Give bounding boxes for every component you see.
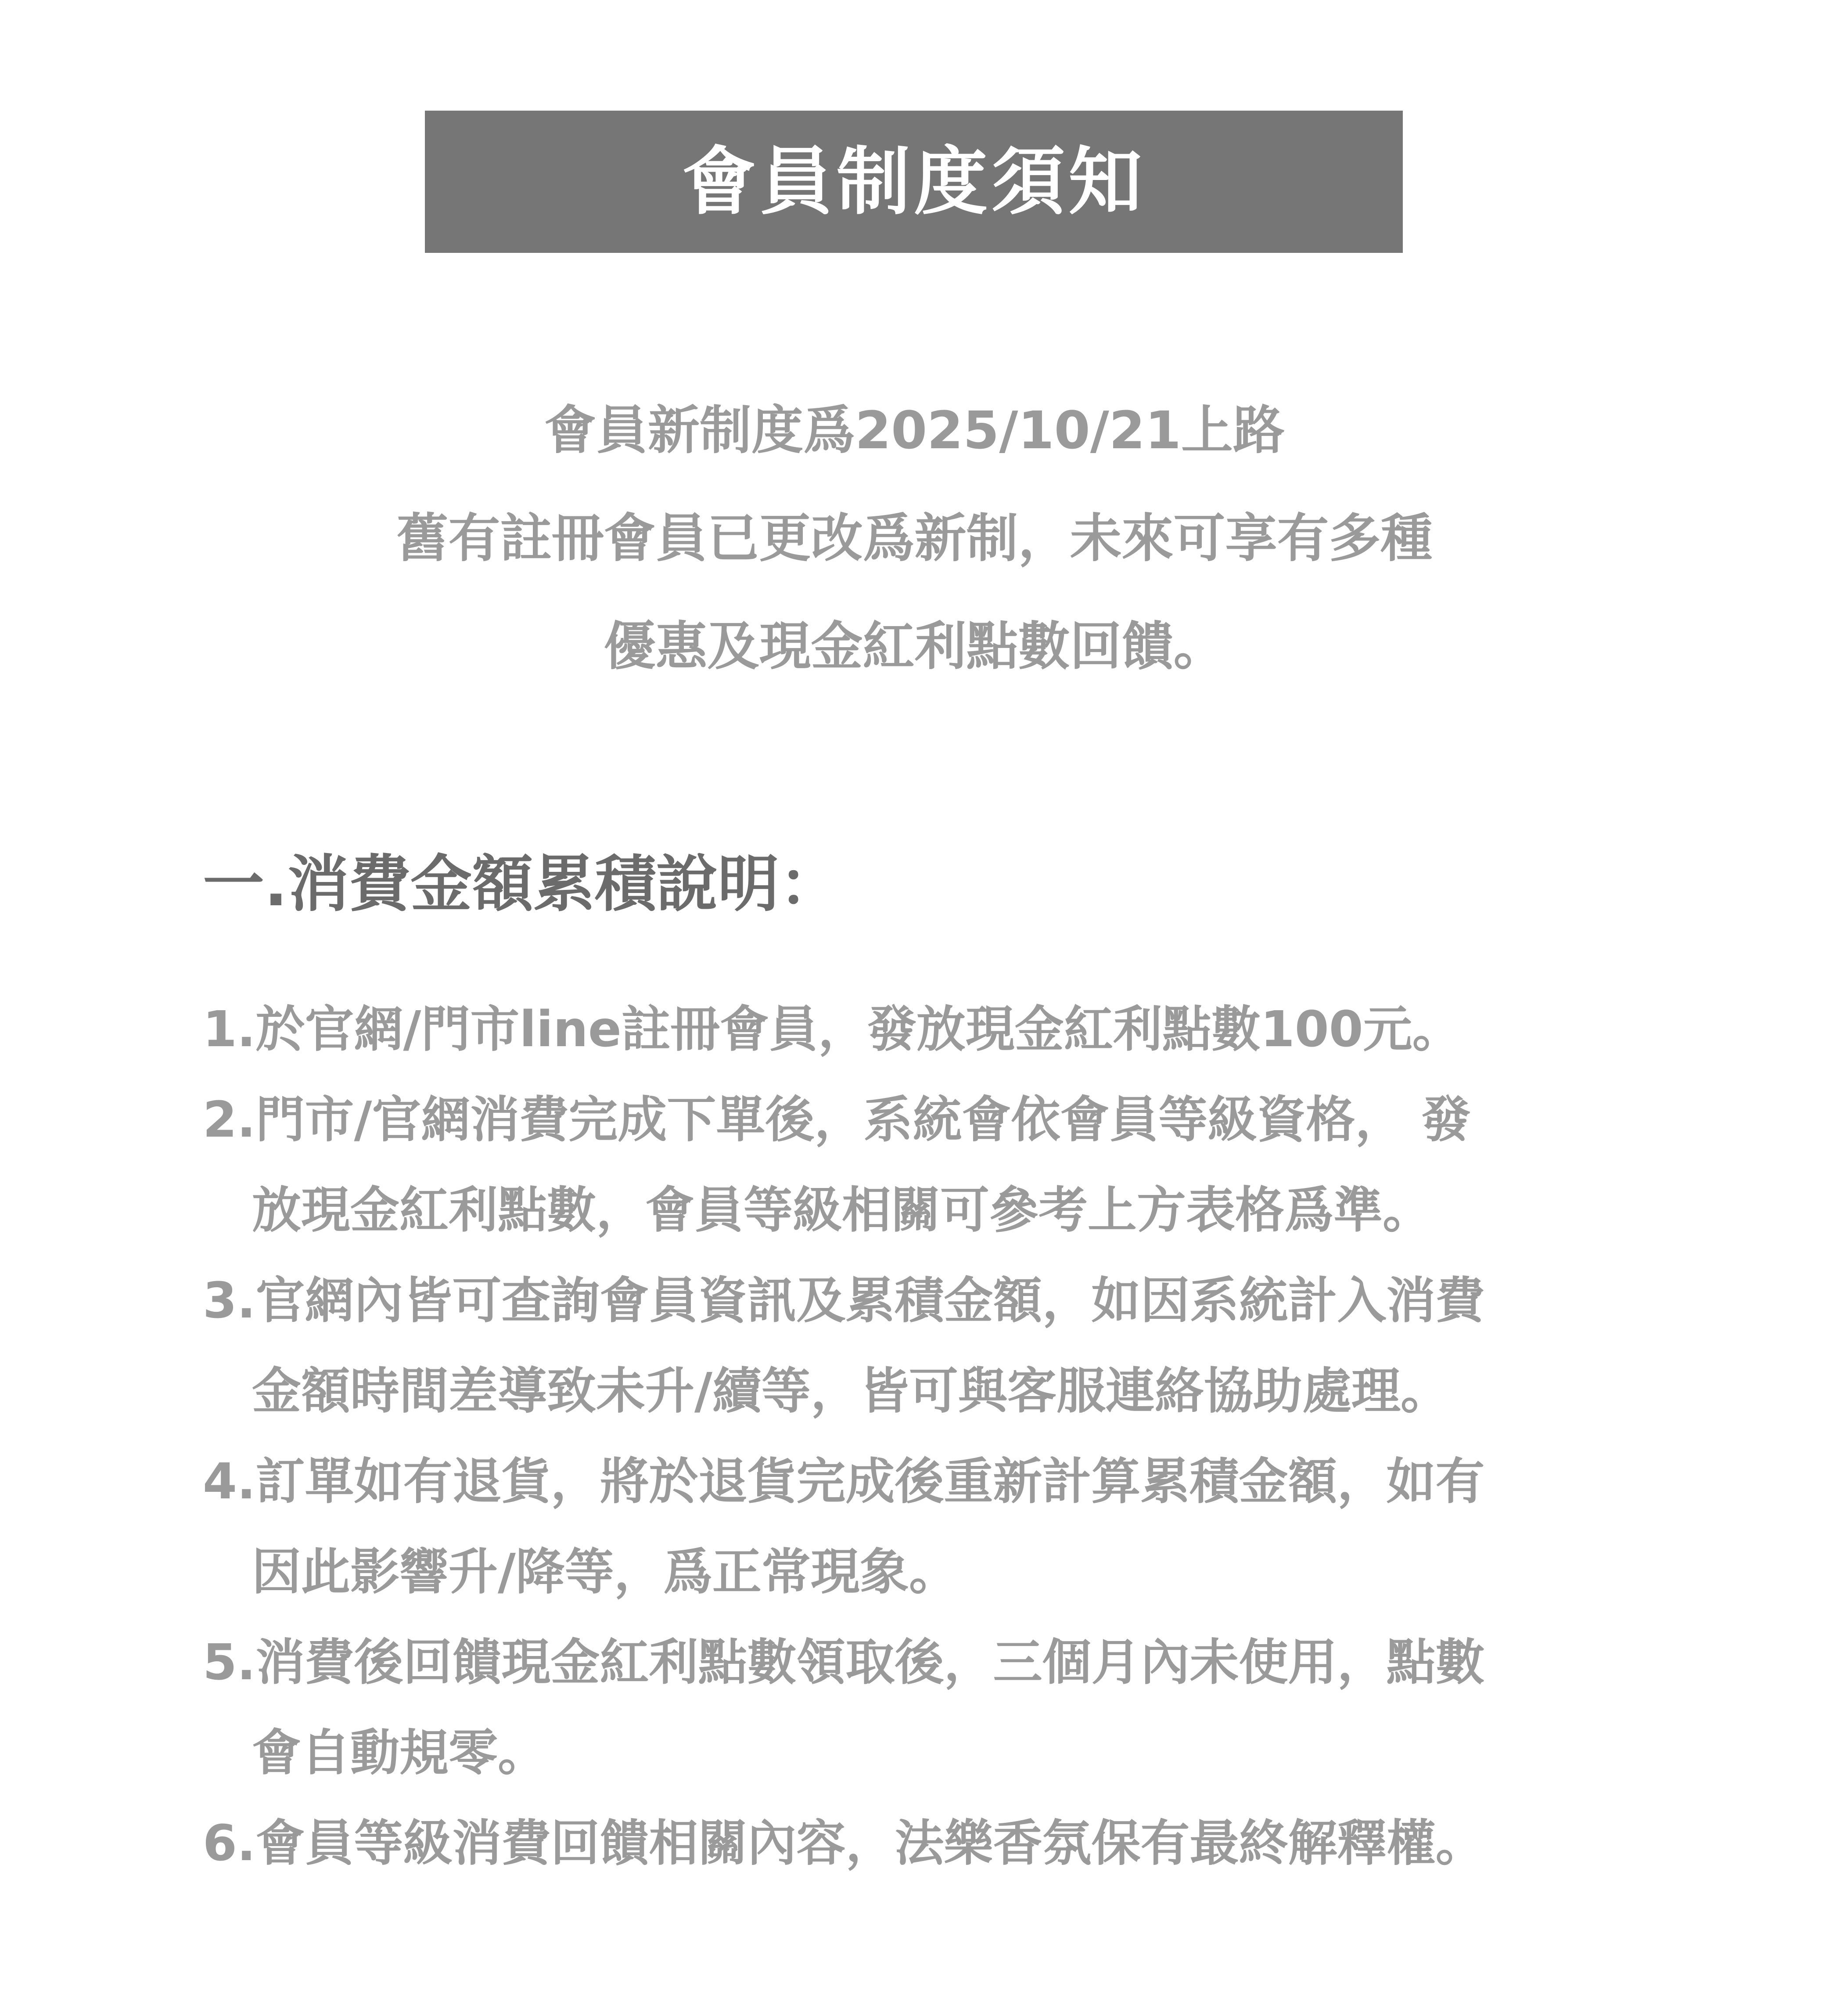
rule-line: 4.訂單如有退貨，將於退貨完成後重新計算累積金額，如有	[203, 1453, 1485, 1510]
rule-line: 會自動規零。	[252, 1724, 547, 1782]
title-banner	[425, 111, 1403, 253]
rule-item	[203, 992, 1634, 1083]
rule-line: 放現金紅利點數，會員等級相關可參考上方表格爲準。	[252, 1182, 1432, 1239]
rule-item	[203, 1444, 1634, 1625]
rule-line: 3.官網內皆可查詢會員資訊及累積金額，如因系統計入消費	[203, 1272, 1485, 1329]
rule-item	[203, 1625, 1634, 1806]
rule-line: 2.門市/官網消費完成下單後，系統會依會員等級資格， 發	[203, 1091, 1471, 1148]
page-title: 會員制度須知	[682, 139, 1146, 225]
rule-line: 6.會員等級消費回饋相關內容，法樂香氛保有最終解釋權。	[203, 1815, 1485, 1872]
intro-text	[0, 386, 1829, 710]
rule-line: 金額時間差導致未升/續等，皆可與客服連絡協助處理。	[252, 1363, 1450, 1420]
intro-line: 舊有註冊會員已更改爲新制，未來可享有多種	[396, 508, 1433, 569]
rule-item	[203, 1806, 1634, 1897]
intro-line: 優惠及現金紅利點數回饋。	[604, 616, 1225, 677]
rule-line: 因此影響升/降等，爲正常現象。	[252, 1544, 958, 1601]
section-heading: 一.消費金額累積說明：	[203, 849, 841, 920]
intro-line: 會員新制度爲2025/10/21上路	[544, 400, 1285, 461]
rules-list	[203, 992, 1634, 1897]
rule-item	[203, 1264, 1634, 1444]
rule-line: 5.消費後回饋現金紅利點數領取後，三個月內未使用，點數	[203, 1634, 1485, 1691]
rule-item	[203, 1083, 1634, 1264]
rule-line: 1.於官網/門市line註冊會員，發放現金紅利點數100元。	[203, 1001, 1462, 1058]
